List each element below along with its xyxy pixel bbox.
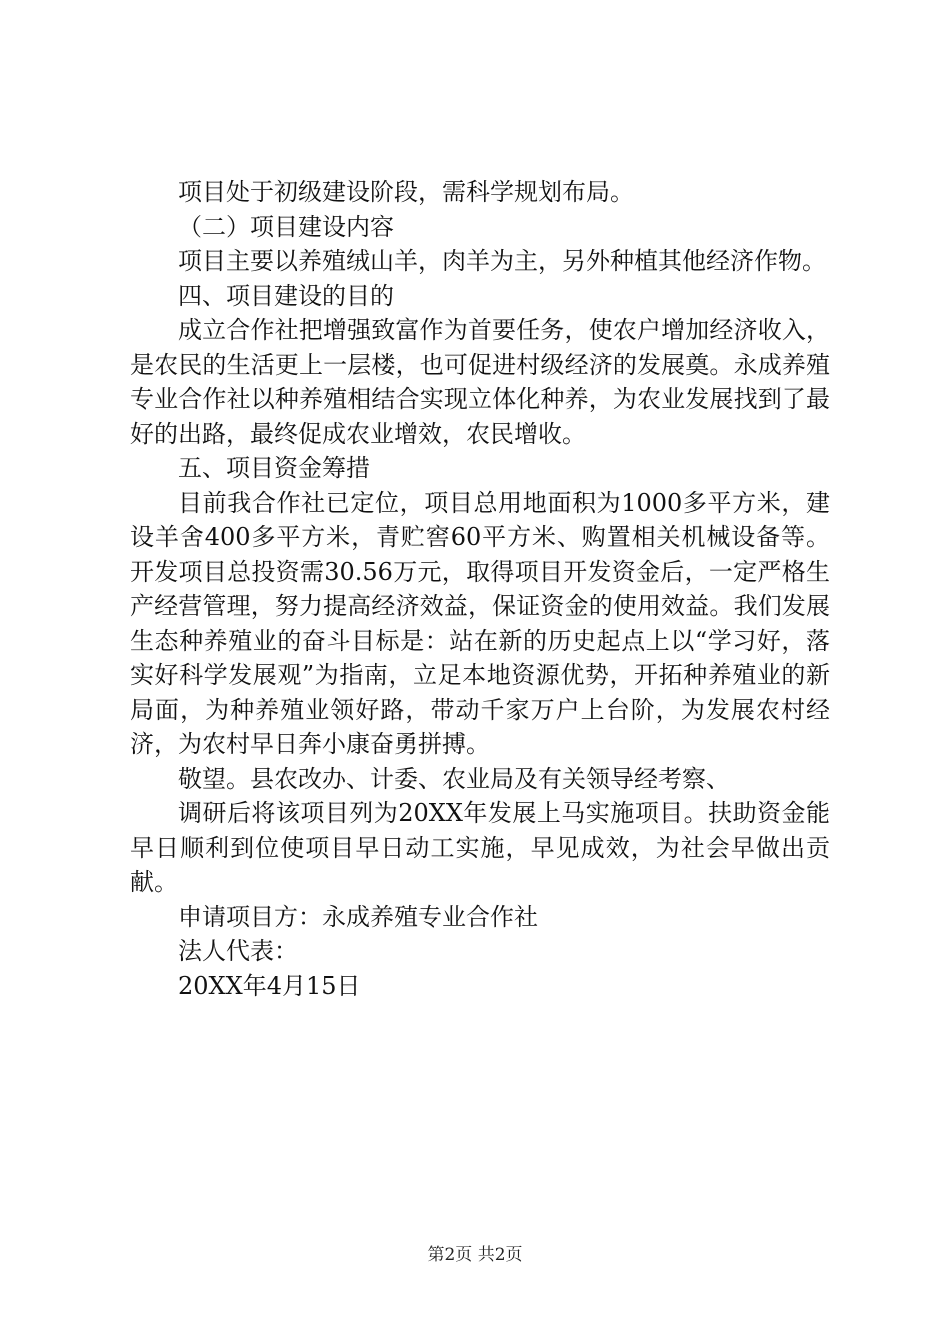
paragraph-request-continued: 调研后将该项目列为20XX年发展上马实施项目。扶助资金能早日顺利到位使项目早日动工实施，早见成效，为社会早做出贡献。 <box>130 799 830 896</box>
page-footer: 第2页 共2页 <box>427 1245 523 1265</box>
paragraph-content: 项目主要以养殖绒山羊，肉羊为主，另外种植其他经济作物。 <box>178 247 826 275</box>
paragraph-stage: 项目处于初级建设阶段，需科学规划布局。 <box>178 178 634 206</box>
paragraph-request: 敬望。县农改办、计委、农业局及有关领导经考察、 <box>178 764 730 793</box>
document-body <box>130 175 830 1003</box>
heading-funding: 五、项目资金筹措 <box>178 454 370 482</box>
paragraph-funding: 目前我合作社已定位，项目总用地面积为1000多平方米，建设羊舍400多平方米，青贮窖60平方米、购置相关机械设备等。开发项目总投资需30.56万元，取得项目开发资金后，一定严格生产经营管理，努力提高经济效益，保证资金的使用效益。我们发展生态种养殖业的奋斗目标是：站在新的历史起点上以“学习好，落实好科学发展观”为指南，立足本地资源优势，开拓种养殖业的新局面，为种养殖业领好路，带动千家万户上台阶，为发展农村经济，为农村早日奔小康奋勇拼搏。 <box>130 488 830 758</box>
legal-representative-line: 法人代表： <box>178 937 298 965</box>
date-line: 20XX年4月15日 <box>178 971 361 1000</box>
applicant-line: 申请项目方：永成养殖专业合作社 <box>178 902 538 931</box>
heading-purpose: 四、项目建设的目的 <box>178 281 394 310</box>
paragraph-purpose: 成立合作社把增强致富作为首要任务，使农户增加经济收入，是农民的生活更上一层楼，也可促进村级经济的发展奠。永成养殖专业合作社以种养殖相结合实现立体化种养，为农业发展找到了最好的出路，最终促成农业增效，农民增收。 <box>130 316 830 448</box>
heading-construction-content: （二）项目建设内容 <box>178 212 394 241</box>
